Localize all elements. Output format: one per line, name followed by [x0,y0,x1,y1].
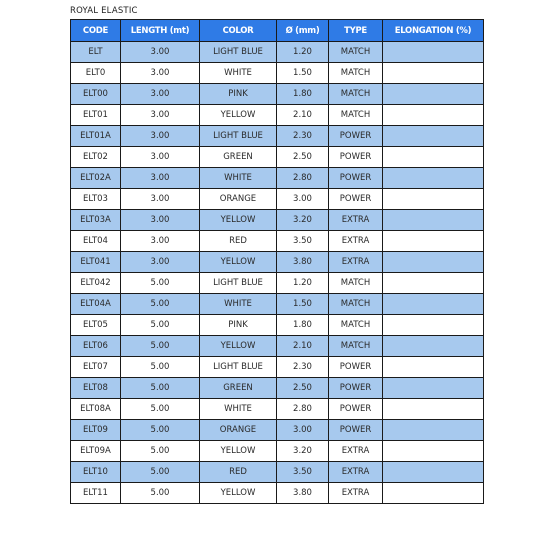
cell-color: GREEN [200,378,277,399]
table-row [71,42,484,63]
cell-code: ELT09 [71,420,121,441]
cell-type: MATCH [329,336,383,357]
table-row [71,105,484,126]
cell-length: 3.00 [121,210,200,231]
cell-code: ELT10 [71,462,121,483]
cell-color: LIGHT BLUE [200,126,277,147]
cell-length: 5.00 [121,441,200,462]
table-row [71,84,484,105]
cell-type: MATCH [329,315,383,336]
cell-code: ELT02A [71,168,121,189]
cell-code: ELT05 [71,315,121,336]
cell-elongation [383,441,484,462]
header-elongation: ELONGATION (%) [383,20,484,42]
cell-type: MATCH [329,42,383,63]
cell-color: ORANGE [200,189,277,210]
cell-color: YELLOW [200,336,277,357]
cell-color: PINK [200,315,277,336]
cell-elongation [383,189,484,210]
cell-code: ELT06 [71,336,121,357]
cell-length: 3.00 [121,105,200,126]
cell-code: ELT04A [71,294,121,315]
cell-code: ELT041 [71,252,121,273]
cell-elongation [383,357,484,378]
cell-color: YELLOW [200,210,277,231]
cell-length: 5.00 [121,399,200,420]
cell-type: EXTRA [329,210,383,231]
cell-elongation [383,378,484,399]
cell-length: 3.00 [121,252,200,273]
table-row [71,336,484,357]
cell-code: ELT03 [71,189,121,210]
cell-color: YELLOW [200,483,277,504]
cell-type: EXTRA [329,483,383,504]
table-row [71,441,484,462]
cell-type: POWER [329,357,383,378]
cell-type: MATCH [329,84,383,105]
cell-color: YELLOW [200,441,277,462]
cell-color: PINK [200,84,277,105]
cell-color: YELLOW [200,105,277,126]
cell-type: EXTRA [329,231,383,252]
cell-length: 3.00 [121,189,200,210]
cell-type: EXTRA [329,462,383,483]
table-row [71,168,484,189]
cell-elongation [383,336,484,357]
cell-type: POWER [329,189,383,210]
cell-length: 3.00 [121,126,200,147]
table-row [71,231,484,252]
cell-code: ELT01A [71,126,121,147]
cell-code: ELT11 [71,483,121,504]
cell-length: 5.00 [121,357,200,378]
cell-length: 3.00 [121,63,200,84]
cell-type: POWER [329,126,383,147]
table-row [71,294,484,315]
cell-length: 5.00 [121,294,200,315]
cell-color: RED [200,462,277,483]
cell-code: ELT08A [71,399,121,420]
cell-length: 5.00 [121,273,200,294]
cell-color: YELLOW [200,252,277,273]
cell-diameter: 1.20 [277,42,329,63]
cell-color: WHITE [200,399,277,420]
table-header-row [71,20,484,42]
cell-color: WHITE [200,294,277,315]
header-diameter: Ø (mm) [277,20,329,42]
cell-diameter: 1.50 [277,63,329,84]
cell-code: ELT01 [71,105,121,126]
cell-elongation [383,168,484,189]
table-row [71,378,484,399]
table-row [71,315,484,336]
table-row [71,273,484,294]
cell-diameter: 3.80 [277,252,329,273]
cell-diameter: 3.20 [277,210,329,231]
cell-code: ELT [71,42,121,63]
cell-type: EXTRA [329,441,383,462]
cell-type: MATCH [329,273,383,294]
cell-elongation [383,462,484,483]
cell-diameter: 1.80 [277,84,329,105]
cell-elongation [383,147,484,168]
cell-type: POWER [329,378,383,399]
cell-code: ELT0 [71,63,121,84]
cell-code: ELT00 [71,84,121,105]
cell-code: ELT09A [71,441,121,462]
cell-diameter: 2.30 [277,126,329,147]
cell-length: 5.00 [121,462,200,483]
cell-length: 3.00 [121,42,200,63]
header-length: LENGTH (mt) [121,20,200,42]
cell-color: WHITE [200,168,277,189]
cell-length: 3.00 [121,84,200,105]
table-row [71,252,484,273]
cell-length: 5.00 [121,315,200,336]
cell-elongation [383,210,484,231]
table-row [71,147,484,168]
table-row [71,483,484,504]
cell-color: LIGHT BLUE [200,273,277,294]
header-color: COLOR [200,20,277,42]
cell-code: ELT07 [71,357,121,378]
cell-diameter: 1.50 [277,294,329,315]
cell-diameter: 2.10 [277,336,329,357]
cell-color: RED [200,231,277,252]
cell-elongation [383,483,484,504]
header-code: CODE [71,20,121,42]
cell-type: MATCH [329,63,383,84]
cell-code: ELT08 [71,378,121,399]
cell-type: POWER [329,147,383,168]
cell-color: LIGHT BLUE [200,357,277,378]
cell-code: ELT04 [71,231,121,252]
cell-elongation [383,420,484,441]
cell-code: ELT03A [71,210,121,231]
product-table [70,19,484,504]
cell-elongation [383,399,484,420]
cell-length: 5.00 [121,336,200,357]
table-row [71,126,484,147]
cell-elongation [383,273,484,294]
cell-length: 3.00 [121,147,200,168]
table-body [71,42,484,504]
table-row [71,189,484,210]
cell-elongation [383,126,484,147]
cell-elongation [383,294,484,315]
cell-diameter: 3.50 [277,231,329,252]
cell-length: 3.00 [121,231,200,252]
table-row [71,63,484,84]
cell-type: EXTRA [329,252,383,273]
cell-elongation [383,252,484,273]
cell-color: WHITE [200,63,277,84]
cell-color: GREEN [200,147,277,168]
cell-length: 5.00 [121,378,200,399]
cell-type: MATCH [329,294,383,315]
table-row [71,420,484,441]
cell-diameter: 3.50 [277,462,329,483]
cell-elongation [383,231,484,252]
table-caption: ROYAL ELASTIC [70,6,138,16]
cell-length: 3.00 [121,168,200,189]
cell-length: 5.00 [121,483,200,504]
cell-type: POWER [329,168,383,189]
table-row [71,399,484,420]
cell-elongation [383,105,484,126]
cell-color: LIGHT BLUE [200,42,277,63]
cell-diameter: 1.80 [277,315,329,336]
cell-diameter: 2.80 [277,399,329,420]
cell-length: 5.00 [121,420,200,441]
table-row [71,357,484,378]
cell-code: ELT042 [71,273,121,294]
table-row [71,210,484,231]
table-row [71,462,484,483]
cell-diameter: 2.10 [277,105,329,126]
cell-diameter: 2.80 [277,168,329,189]
cell-diameter: 3.20 [277,441,329,462]
cell-diameter: 1.20 [277,273,329,294]
cell-elongation [383,84,484,105]
cell-type: POWER [329,420,383,441]
cell-type: POWER [329,399,383,420]
cell-color: ORANGE [200,420,277,441]
cell-diameter: 2.50 [277,147,329,168]
cell-elongation [383,42,484,63]
cell-diameter: 3.00 [277,189,329,210]
cell-diameter: 2.30 [277,357,329,378]
cell-elongation [383,315,484,336]
cell-code: ELT02 [71,147,121,168]
cell-type: MATCH [329,105,383,126]
cell-diameter: 2.50 [277,378,329,399]
cell-elongation [383,63,484,84]
cell-diameter: 3.80 [277,483,329,504]
header-type: TYPE [329,20,383,42]
cell-diameter: 3.00 [277,420,329,441]
